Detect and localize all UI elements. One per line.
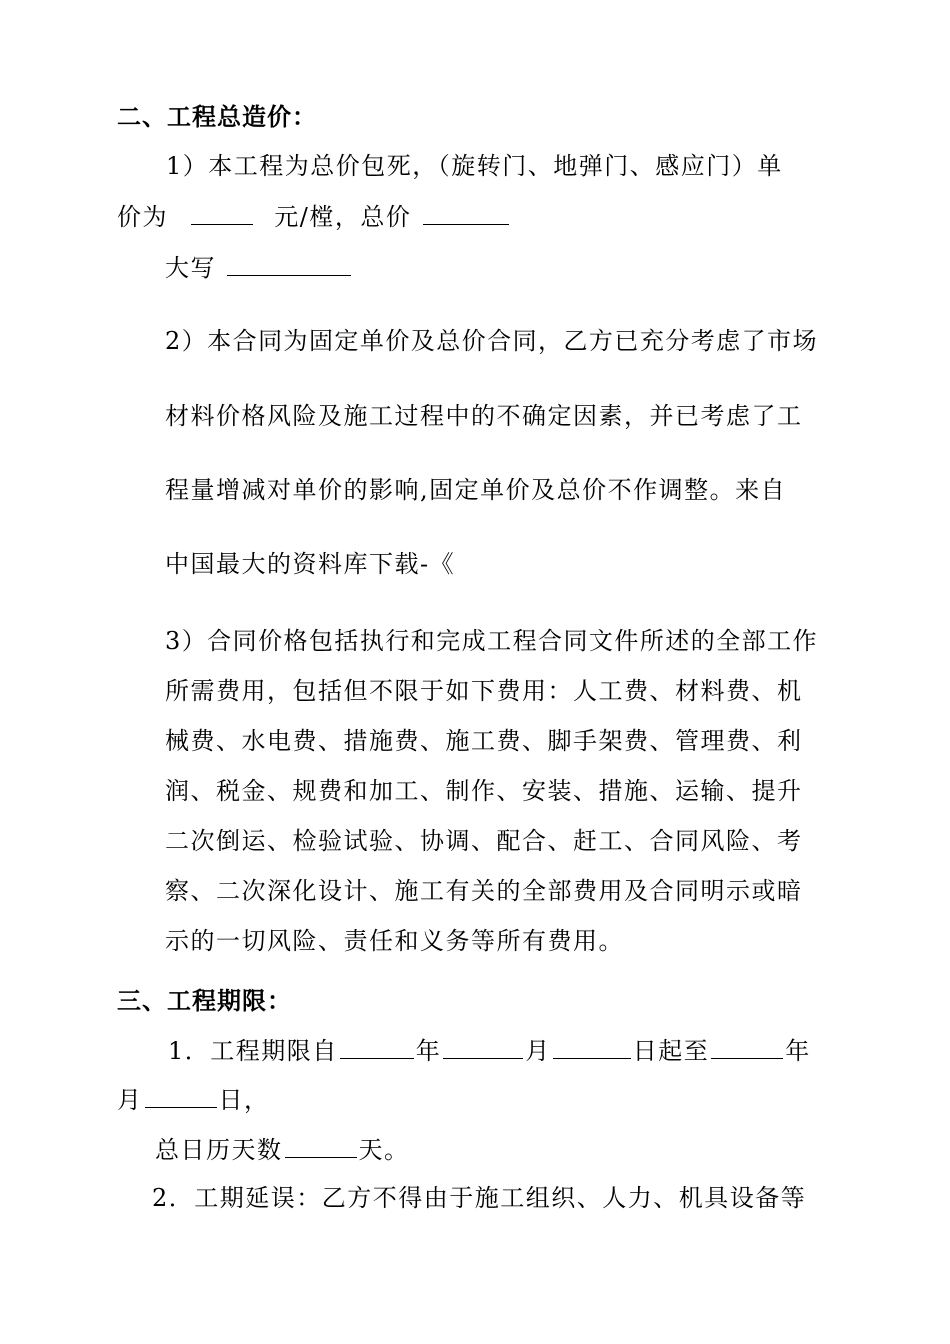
paragraph-line: 二次倒运、检验试验、协调、配合、赶工、合同风险、考 xyxy=(165,827,803,855)
paragraph-line: 1）本工程为总价包死，（旋转门、地弹门、感应门）单 xyxy=(166,152,783,180)
paragraph-line: 3）合同价格包括执行和完成工程合同文件所述的全部工作 xyxy=(165,627,818,655)
text-fragment: 价为 xyxy=(117,203,168,231)
unit-price-blank xyxy=(191,202,253,225)
text-fragment: 天。 xyxy=(358,1136,410,1164)
text-fragment: 日起至 xyxy=(632,1037,710,1065)
paragraph-line: 2．工期延误：乙方不得由于施工组织、人力、机具设备等 xyxy=(152,1184,807,1212)
section-heading-total-price: 二、工程总造价： xyxy=(117,102,317,131)
text-fragment: 年 xyxy=(785,1037,811,1065)
total-price-blank xyxy=(423,202,509,225)
end-day-blank xyxy=(145,1085,217,1108)
paragraph-line: 2）本合同为固定单价及总价合同，乙方已充分考虑了市场 xyxy=(165,327,818,355)
paragraph-line: 示的一切风险、责任和义务等所有费用。 xyxy=(165,927,624,955)
text-fragment: 月 xyxy=(117,1086,143,1114)
paragraph-line: 材料价格风险及施工过程中的不确定因素，并已考虑了工 xyxy=(165,402,803,430)
paragraph-line: 械费、水电费、措施费、施工费、脚手架费、管理费、利 xyxy=(165,727,803,755)
text-fragment: 月 xyxy=(525,1037,551,1065)
start-month-blank xyxy=(443,1036,523,1059)
paragraph-line xyxy=(168,1036,811,1066)
text-fragment: 1．工程期限自 xyxy=(168,1037,338,1065)
text-fragment: 日， xyxy=(218,1086,270,1114)
end-year-blank xyxy=(711,1036,783,1059)
paragraph-line: 润、税金、规费和加工、制作、安装、措施、运输、提升 xyxy=(165,777,803,805)
text-fragment: 大写 xyxy=(165,254,216,282)
start-year-blank xyxy=(340,1036,414,1059)
total-days-blank xyxy=(285,1135,357,1158)
text-fragment: 总日历天数 xyxy=(155,1136,283,1164)
start-day-blank xyxy=(553,1036,631,1059)
paragraph-line: 中国最大的资料库下载-《 xyxy=(165,550,456,578)
paragraph-line xyxy=(155,1135,410,1165)
paragraph-line xyxy=(117,1085,270,1115)
paragraph-line: 程量增减对单价的影响,固定单价及总价不作调整。来自 xyxy=(165,476,787,504)
text-fragment: 元/樘，总价 xyxy=(274,203,412,231)
paragraph-line: 所需费用，包括但不限于如下费用：人工费、材料费、机 xyxy=(165,677,803,705)
paragraph-line xyxy=(165,253,353,283)
paragraph-line xyxy=(117,202,511,232)
section-heading-schedule: 三、工程期限： xyxy=(117,986,292,1015)
paragraph-line: 察、二次深化设计、施工有关的全部费用及合同明示或暗 xyxy=(165,877,803,905)
text-fragment: 年 xyxy=(415,1037,442,1065)
amount-in-words-blank xyxy=(227,253,351,276)
